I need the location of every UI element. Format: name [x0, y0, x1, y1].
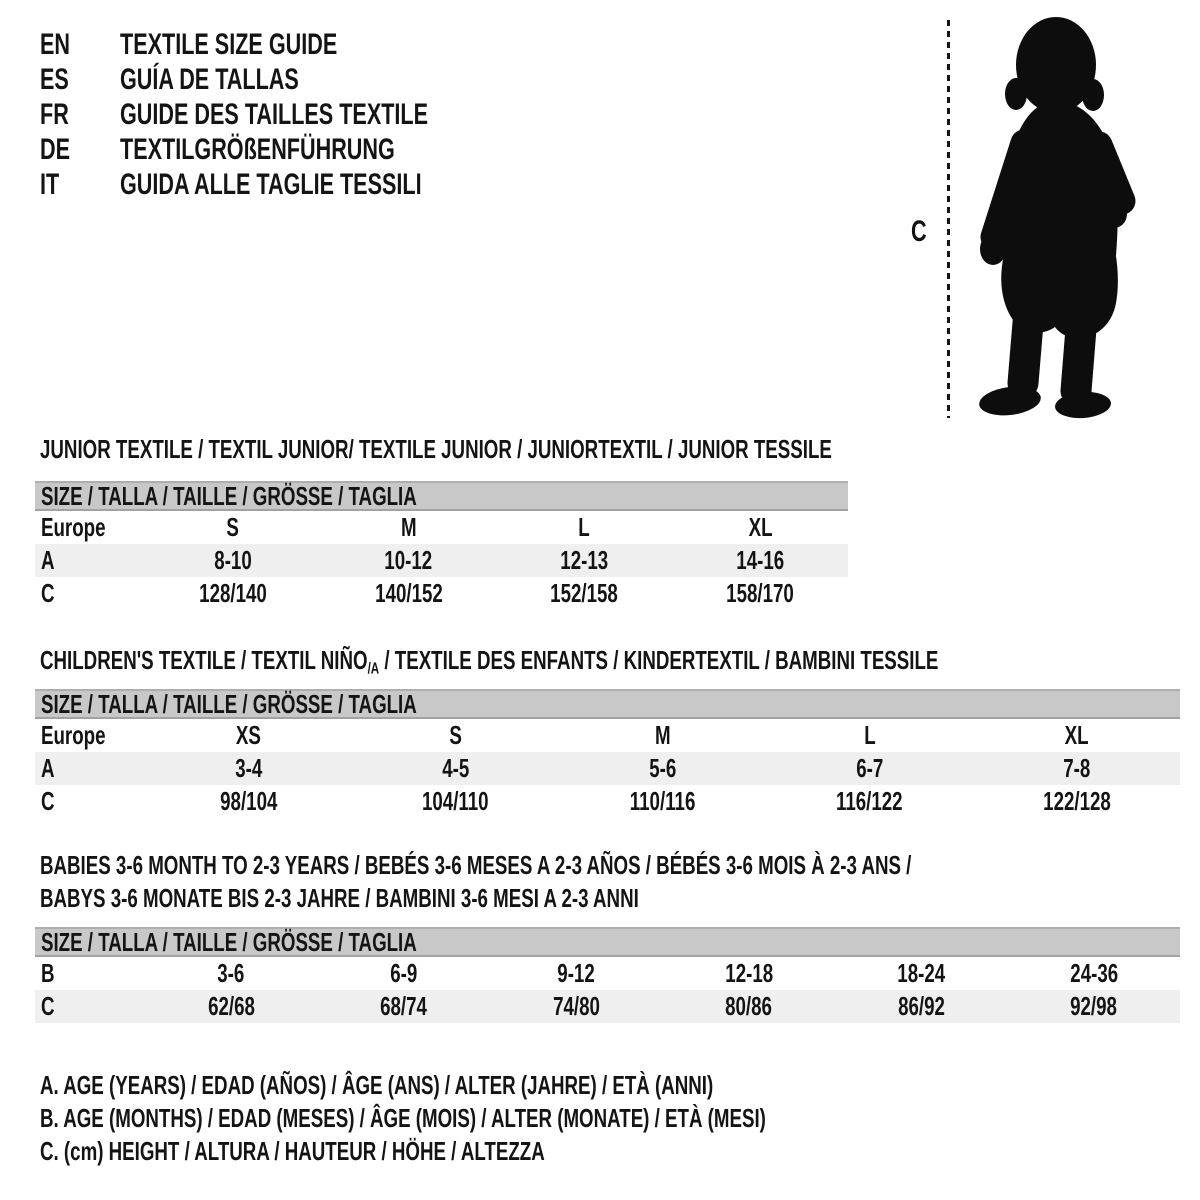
row-label: C — [41, 578, 55, 608]
language-label: GUIDA ALLE TAGLIE TESSILI — [120, 167, 422, 201]
babies-title-line1: BABIES 3-6 MONTH TO 2-3 YEARS / BEBÉS 3-6 MESES A 2-3 AÑOS / BÉBÉS 3-6 MOIS À 2-3 ANS / — [40, 850, 912, 880]
size-cell: 12-18 — [724, 958, 773, 988]
row-label: C — [41, 991, 55, 1021]
language-row-de — [40, 132, 548, 167]
row-label: Europe — [41, 720, 106, 750]
childrens-textile-table — [35, 689, 1180, 818]
size-cell: 8-10 — [214, 545, 252, 575]
size-cell: 9-12 — [557, 958, 595, 988]
size-cell: 74/80 — [552, 991, 600, 1021]
height-measure-dashed-line — [947, 20, 950, 418]
size-cell: L — [578, 512, 591, 542]
size-cell: 24-36 — [1069, 958, 1118, 988]
size-cell: 158/170 — [726, 578, 794, 608]
language-row-es — [40, 62, 548, 97]
language-code: ES — [40, 62, 69, 96]
size-cell: 12-13 — [560, 545, 609, 575]
language-row-fr — [40, 97, 548, 132]
size-cell: 7-8 — [1062, 753, 1091, 783]
size-header-bar: SIZE / TALLA / TAILLE / GRÖSSE / TAGLIA — [35, 481, 848, 511]
size-cell: 3-4 — [234, 753, 263, 783]
row-label: A — [41, 545, 55, 575]
table-row-c — [35, 990, 1180, 1023]
size-cell: S — [226, 512, 240, 542]
size-cell: 122/128 — [1042, 786, 1111, 816]
childrens-table-title: CHILDREN'S TEXTILE / TEXTIL $NIÑO_{/A}$ / TEXTILE DES ENFANTS / KINDERTEXTIL / BAMBINI TESSILE — [40, 645, 939, 678]
size-cell: 80/86 — [725, 991, 773, 1021]
table-row-europe — [35, 511, 848, 544]
size-cell: 68/74 — [380, 991, 428, 1021]
size-header-bar: SIZE / TALLA / TAILLE / GRÖSSE / TAGLIA — [35, 927, 1180, 957]
row-label: C — [41, 786, 55, 816]
size-cell: 98/104 — [219, 786, 278, 816]
size-cell: 104/110 — [422, 786, 489, 816]
babies-title-line2: BABYS 3-6 MONATE BIS 2-3 JAHRE / BAMBINI 3-6 MESI A 2-3 ANNI — [40, 883, 639, 913]
legend-line-c: C. (cm) HEIGHT / ALTURA / HAUTEUR / HÖHE / ALTEZZA — [40, 1136, 545, 1166]
size-cell: 6-7 — [855, 753, 884, 783]
height-measure-label: C — [911, 215, 927, 248]
size-cell: 3-6 — [217, 958, 245, 988]
language-code: DE — [40, 132, 71, 166]
table-row-europe — [35, 719, 1180, 752]
size-cell: 92/98 — [1070, 991, 1118, 1021]
row-label: Europe — [41, 512, 106, 542]
table-row-c — [35, 785, 1180, 818]
size-cell: 5-6 — [648, 753, 677, 783]
legend — [40, 1069, 1048, 1168]
size-cell: XL — [1064, 720, 1089, 750]
size-cell: 4-5 — [441, 753, 470, 783]
size-cell: M — [400, 512, 417, 542]
size-cell: 10-12 — [384, 545, 433, 575]
size-cell: XL — [748, 512, 773, 542]
table-row-a — [35, 752, 1180, 785]
language-code: EN — [40, 27, 71, 61]
table-row-c — [35, 577, 848, 610]
size-cell: 6-9 — [390, 958, 418, 988]
size-cell: 14-16 — [736, 545, 785, 575]
language-row-it — [40, 167, 548, 202]
legend-line-a: A. AGE (YEARS) / EDAD (AÑOS) / ÂGE (ANS) / ALTER (JAHRE) / ETÀ (ANNI) — [40, 1070, 714, 1100]
size-header-bar: SIZE / TALLA / TAILLE / GRÖSSE / TAGLIA — [35, 689, 1180, 719]
babies-table-title — [40, 849, 1200, 915]
nino-a-subscript: /A — [367, 659, 380, 678]
junior-table-title: JUNIOR TEXTILE / TEXTIL JUNIOR/ TEXTILE JUNIOR / JUNIORTEXTIL / JUNIOR TESSILE — [40, 434, 832, 464]
language-code: IT — [40, 167, 60, 201]
size-cell: M — [654, 720, 671, 750]
size-cell: 128/140 — [199, 578, 267, 608]
babies-textile-table — [35, 927, 1180, 1023]
size-cell: 86/92 — [897, 991, 945, 1021]
language-label: TEXTILE SIZE GUIDE — [120, 27, 338, 61]
table-row-b — [35, 957, 1180, 990]
junior-textile-table — [35, 481, 848, 610]
size-cell: 116/122 — [836, 786, 903, 816]
table-row-a — [35, 544, 848, 577]
language-label: GUIDE DES TAILLES TEXTILE — [120, 97, 429, 131]
size-cell: 18-24 — [897, 958, 946, 988]
language-label: GUÍA DE TALLAS — [120, 62, 299, 96]
language-list — [40, 27, 548, 202]
size-cell: L — [863, 720, 876, 750]
size-cell: 140/152 — [374, 578, 443, 608]
legend-line-b: B. AGE (MONTHS) / EDAD (MESES) / ÂGE (MOIS) / ALTER (MONATE) / ETÀ (MESI) — [40, 1103, 766, 1133]
row-label: B — [41, 958, 55, 988]
toddler-silhouette-icon — [966, 13, 1143, 420]
size-cell: S — [449, 720, 462, 750]
size-cell: XS — [236, 720, 261, 750]
size-cell: 110/116 — [629, 786, 696, 816]
size-cell: 62/68 — [207, 991, 255, 1021]
language-code: FR — [40, 97, 69, 131]
size-cell: 152/158 — [550, 578, 619, 608]
language-row-en — [40, 27, 548, 62]
row-label: A — [41, 753, 55, 783]
language-label: TEXTILGRÖßENFÜHRUNG — [120, 132, 395, 166]
